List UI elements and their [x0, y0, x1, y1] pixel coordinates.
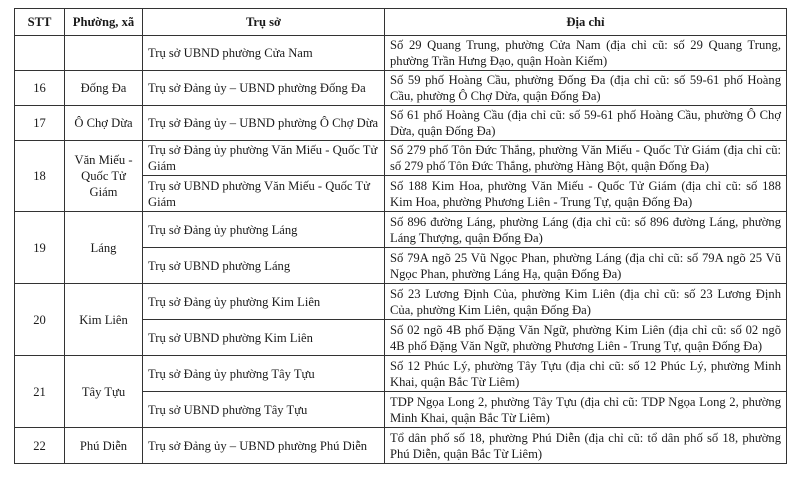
ward-cell	[65, 36, 143, 71]
table-row	[15, 106, 787, 141]
ward-cell: Ô Chợ Dừa	[65, 106, 143, 141]
office-cell: Trụ sở Đảng ủy – UBND phường Đống Đa	[143, 71, 385, 106]
address-cell: Số 279 phố Tôn Đức Thắng, phường Văn Miếu - Quốc Tử Giám (địa chỉ cũ: số 279 phố Tôn Đức Thắng, phường Hàng Bột, quận Đống Đa)	[385, 141, 787, 176]
stt-cell: 21	[15, 356, 65, 428]
stt-cell: 18	[15, 141, 65, 212]
stt-cell: 19	[15, 212, 65, 284]
address-cell: Số 59 phố Hoàng Cầu, phường Đống Đa (địa chỉ cũ: số 59-61 phố Hoàng Cầu, phường Ô Chợ Dừa, quận Đống Đa)	[385, 71, 787, 106]
stt-cell: 16	[15, 71, 65, 106]
address-cell: Tổ dân phố số 18, phường Phú Diễn (địa chỉ cũ: tổ dân phố số 18, phường Phú Diễn, quận Bắc Từ Liêm)	[385, 428, 787, 464]
address-cell: Số 02 ngõ 4B phố Đặng Văn Ngữ, phường Kim Liên (địa chỉ cũ: số 02 ngõ 4B phố Đặng Văn Ngữ, phường Phương Liên - Trung Tự, quận Đống Đa)	[385, 320, 787, 356]
address-cell: Số 12 Phúc Lý, phường Tây Tựu (địa chỉ cũ: số 12 Phúc Lý, phường Minh Khai, quận Bắc Từ Liêm)	[385, 356, 787, 392]
header-office: Trụ sở	[143, 9, 385, 36]
header-ward: Phường, xã	[65, 9, 143, 36]
table-header-row	[15, 9, 787, 36]
header-address: Địa chỉ	[385, 9, 787, 36]
stt-cell: 22	[15, 428, 65, 464]
office-cell: Trụ sở UBND phường Kim Liên	[143, 320, 385, 356]
office-cell: Trụ sở Đảng ủy phường Kim Liên	[143, 284, 385, 320]
office-cell: Trụ sở UBND phường Cửa Nam	[143, 36, 385, 71]
ward-office-table	[14, 8, 787, 464]
ward-cell: Kim Liên	[65, 284, 143, 356]
office-cell: Trụ sở UBND phường Văn Miếu - Quốc Tử Giám	[143, 176, 385, 212]
table-row	[15, 36, 787, 71]
address-cell: Số 29 Quang Trung, phường Cửa Nam (địa chỉ cũ: số 29 Quang Trung, phường Trần Hưng Đạo, quận Hoàn Kiếm)	[385, 36, 787, 71]
address-cell: Số 188 Kim Hoa, phường Văn Miếu - Quốc Tử Giám (địa chỉ cũ: số 188 Kim Hoa, phường Phương Liên - Trung Tự, quận Đống Đa)	[385, 176, 787, 212]
table-row	[15, 71, 787, 106]
ward-cell: Tây Tựu	[65, 356, 143, 428]
address-cell: Số 79A ngõ 25 Vũ Ngọc Phan, phường Láng (địa chỉ cũ: số 79A ngõ 25 Vũ Ngọc Phan, phường Láng Hạ, quận Đống Đa)	[385, 248, 787, 284]
table-row	[15, 284, 787, 320]
office-cell: Trụ sở Đảng ủy phường Tây Tựu	[143, 356, 385, 392]
table-row	[15, 428, 787, 464]
address-cell: TDP Ngọa Long 2, phường Tây Tựu (địa chỉ cũ: TDP Ngọa Long 2, phường Minh Khai, quận Bắc Từ Liêm)	[385, 392, 787, 428]
office-cell: Trụ sở Đảng ủy phường Láng	[143, 212, 385, 248]
office-cell: Trụ sở UBND phường Láng	[143, 248, 385, 284]
ward-cell: Phú Diễn	[65, 428, 143, 464]
stt-cell: 17	[15, 106, 65, 141]
stt-cell: 20	[15, 284, 65, 356]
ward-cell: Đống Đa	[65, 71, 143, 106]
table-row	[15, 141, 787, 176]
ward-cell: Láng	[65, 212, 143, 284]
office-cell: Trụ sở Đảng ủy phường Văn Miếu - Quốc Tử Giám	[143, 141, 385, 176]
address-cell: Số 61 phố Hoàng Cầu (địa chỉ cũ: số 59-61 phố Hoàng Cầu, phường Ô Chợ Dừa, quận Đống Đa)	[385, 106, 787, 141]
table-row	[15, 356, 787, 392]
table-row	[15, 212, 787, 248]
header-stt: STT	[15, 9, 65, 36]
office-cell: Trụ sở Đảng ủy – UBND phường Ô Chợ Dừa	[143, 106, 385, 141]
office-cell: Trụ sở Đảng ủy – UBND phường Phú Diễn	[143, 428, 385, 464]
ward-cell: Văn Miếu - Quốc Tử Giám	[65, 141, 143, 212]
address-cell: Số 896 đường Láng, phường Láng (địa chỉ cũ: số 896 đường Láng, phường Láng Thượng, quận Đống Đa)	[385, 212, 787, 248]
address-cell: Số 23 Lương Định Của, phường Kim Liên (địa chỉ cũ: số 23 Lương Định Của, phường Kim Liên, quận Đống Đa)	[385, 284, 787, 320]
office-cell: Trụ sở UBND phường Tây Tựu	[143, 392, 385, 428]
stt-cell	[15, 36, 65, 71]
